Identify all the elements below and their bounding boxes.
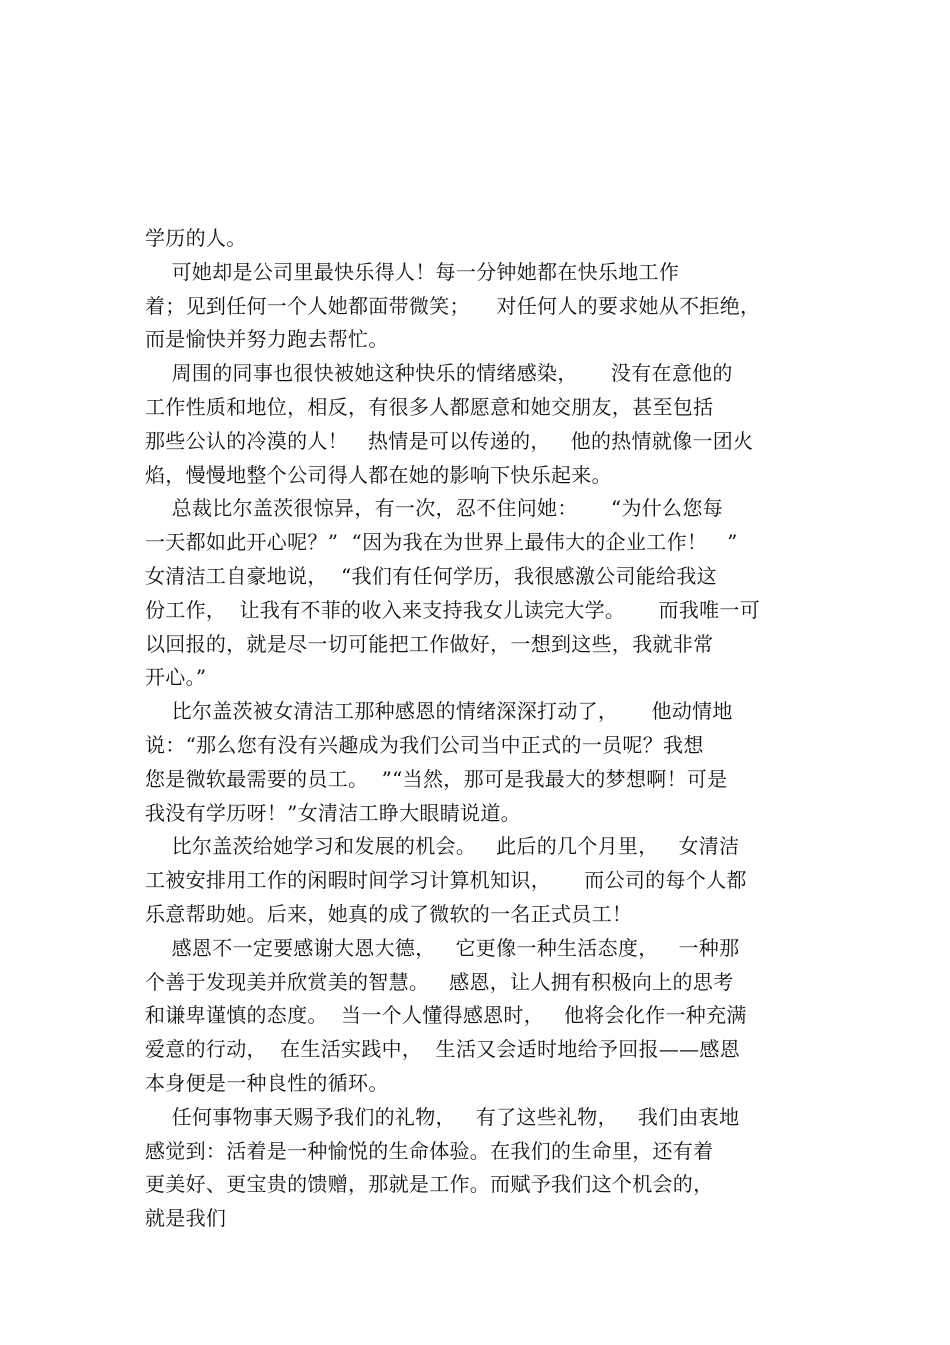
text-line: 任何事物事天赐予我们的礼物， 有了这些礼物， 我们由衷地 [145, 1104, 740, 1129]
text-line: 说：“那么您有没有兴趣成为我们公司当中正式的一员呢？我想 [145, 732, 704, 757]
text-line: 个善于发现美并欣赏美的智慧。 感恩，让人拥有积极向上的思考 [145, 969, 734, 994]
text-line: 周围的同事也很快被她这种快乐的情绪感染， 没有在意他的 [145, 361, 733, 386]
text-line: 以回报的，就是尽一切可能把工作做好，一想到这些，我就非常 [145, 631, 714, 656]
text-line: 和谦卑谨慎的态度。 当一个人懂得感恩时， 他将会化作一种充满 [145, 1003, 747, 1028]
text-line: 我没有学历呀！”女清洁工睁大眼睛说道。 [145, 800, 521, 825]
text-line: 爱意的行动， 在生活实践中， 生活又会适时地给予回报——感恩 [145, 1037, 741, 1062]
text-line: 而是愉快并努力跑去帮忙。 [145, 327, 389, 352]
text-line: 着；见到任何一个人她都面带微笑； 对任何人的要求她从不拒绝， [145, 293, 761, 318]
text-line: 感恩不一定要感谢大恩大德， 它更像一种生活态度， 一种那 [145, 935, 740, 960]
text-line: 工被安排用工作的闲暇时间学习计算机知识， 而公司的每个人都 [145, 868, 747, 893]
text-line: 一天都如此开心呢？” “因为我在为世界上最伟大的企业工作！ ” [145, 530, 738, 555]
text-line: 女清洁工自豪地说， “我们有任何学历，我很感激公司能给我这 [145, 563, 717, 588]
text-line: 比尔盖茨给她学习和发展的机会。 此后的几个月里， 女清洁 [145, 834, 740, 859]
text-line: 更美好、更宝贵的馈赠，那就是工作。而赋予我们这个机会的， [145, 1172, 714, 1197]
text-line: 总裁比尔盖茨很惊异，有一次，忍不住问她： “为什么您每 [145, 496, 723, 521]
text-line: 学历的人。 [145, 226, 247, 250]
text-line: 工作性质和地位，相反，有很多人都愿意和她交朋友，甚至包括 [145, 394, 714, 419]
text-line: 本身便是一种良性的循环。 [145, 1070, 389, 1095]
text-line: 开心。” [145, 665, 207, 690]
text-line: 比尔盖茨被女清洁工那种感恩的情绪深深打动了， 他动情地 [145, 699, 733, 724]
text-line: 乐意帮助她。后来，她真的成了微软的一名正式员工！ [145, 901, 633, 926]
body-text [145, 222, 810, 1236]
text-line: 那些公认的冷漠的人！ 热情是可以传递的， 他的热情就像一团火 [145, 428, 754, 453]
text-line: 可她却是公司里最快乐得人！每一分钟她都在快乐地工作 [145, 259, 680, 284]
text-line: 份工作， 让我有不菲的收入来支持我女儿读完大学。 而我唯一可 [145, 597, 761, 622]
text-line: 您是微软最需要的员工。 ”“当然，那可是我最大的梦想啊！可是 [145, 766, 728, 791]
text-line: 就是我们 [145, 1206, 227, 1231]
text-line: 感觉到：活着是一种愉悦的生命体验。在我们的生命里，还有着 [145, 1138, 714, 1163]
text-line: 焰，慢慢地整个公司得人都在她的影响下快乐起来。 [145, 462, 612, 487]
